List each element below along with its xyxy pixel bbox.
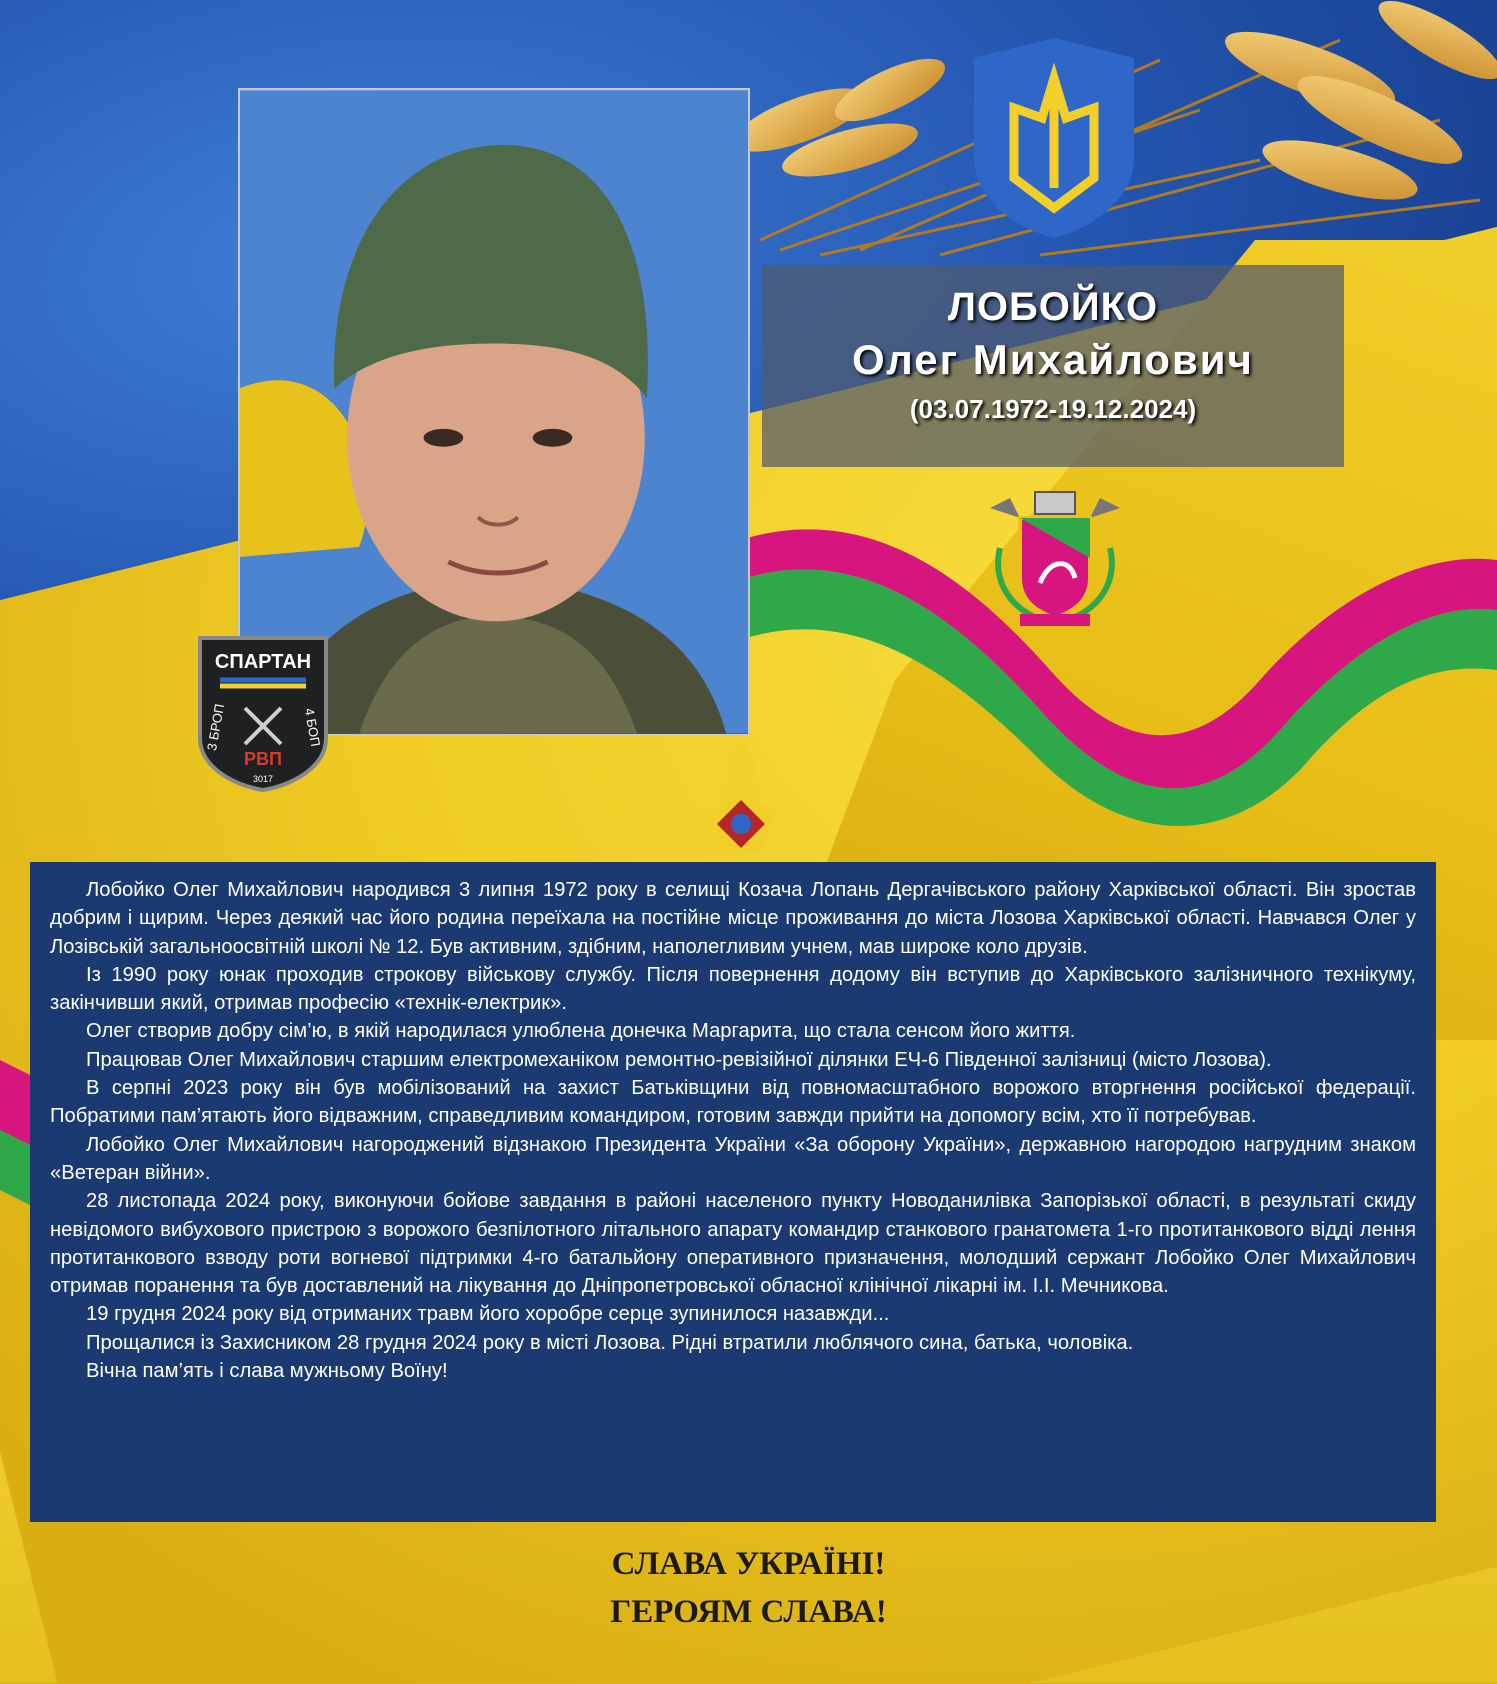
slogan-line-2: ГЕРОЯМ СЛАВА! [610, 1594, 887, 1630]
bio-paragraph: Працював Олег Михайлович старшим електромеханіком ремонтно-ревізійної ділянки ЕЧ-6 Південної залізниці (місто Лозова). [86, 1048, 1272, 1071]
bio-paragraph: 28 листопада 2024 року, виконуючи бойове завдання в районі населеного пункту Новоданилівка Запорізької області, в результаті скиду невідомого вибухового пристрою з ворожого безпілотного літального апарату командир станкового гранатомета 1-го протитанкового відді лення протитанкового взводу роти вогневої підтримки 4-го батальйону оперативного призначення, молодший сержант Лобойко Олег Михайлович отримав поранення та був доставлений на лікування до Дніпропетровської обласної клінічної лікарні ім. І.І. Мечникова. [50, 1190, 1416, 1298]
unit-patch-number: 3017 [252, 774, 274, 784]
surname: ЛОБОЙКО [947, 285, 1159, 329]
bio-paragraph: В серпні 2023 року він був мобілізований на захист Батьківщини від повномасштабного ворожого вторгнення російської федерації. Побратими пам’ятають його відважним, справедливим командиром, готовим завжди прийти на допомогу всім, хто її потребував. [50, 1077, 1416, 1128]
unit-patch [190, 628, 336, 792]
name-plate [762, 265, 1344, 467]
bio-paragraph: Олег створив добру сім’ю, в якій народилася улюблена донечка Маргарита, що стала сенсом його життя. [86, 1020, 1076, 1043]
bio-paragraph: Прощалися із Захисником 28 грудня 2024 року в місті Лозова. Рідні втратили люблячого сина, батька, чоловіка. [86, 1331, 1134, 1354]
slogan-line-1: СЛАВА УКРАЇНІ! [611, 1546, 886, 1582]
unit-patch-right: 4 БОП [301, 706, 324, 748]
biography-panel [30, 862, 1436, 1522]
life-dates: (03.07.1972-19.12.2024) [909, 394, 1197, 424]
unit-patch-title: СПАРТАН [214, 651, 312, 673]
slogans [0, 1540, 1497, 1636]
national-guard-emblem-icon [706, 742, 776, 852]
unit-patch-left: 3 БРОП [204, 702, 228, 752]
trident-icon [954, 38, 1154, 238]
given-names: Олег Михайлович [852, 336, 1254, 383]
bio-paragraph: 19 грудня 2024 року від отриманих травм його хоробре серце зупинилося назавжди... [86, 1303, 890, 1326]
unit-patch-center: РВП [244, 749, 282, 769]
bio-paragraph: Вічна пам’ять і слава мужньому Воїну! [86, 1360, 448, 1383]
city-coat-of-arms-icon [980, 488, 1130, 628]
bio-paragraph: Лобойко Олег Михайлович народився 3 липня 1972 року в селищі Козача Лопань Дергачівського району Харківської області. Він зростав добрим і щирим. Через деякий час його родина переїхала на постійне місце проживання до міста Лозова Харківської області. Навчався Олег у Лозівській загальноосвітній школі № 12. Був активним, здібним, наполегливим учнем, мав широке коло друзів. [50, 879, 1416, 958]
bio-paragraph: Із 1990 року юнак проходив строкову військову службу. Після повернення додому він вступив до Харківського залізничного технікуму, закінчивши який, отримав професію «технік-електрик». [50, 963, 1416, 1015]
bio-paragraph: Лобойко Олег Михайлович нагороджений відзнакою Президента України «За оборону України», державною нагородою нагрудним знаком «Ветеран війни». [50, 1133, 1416, 1184]
